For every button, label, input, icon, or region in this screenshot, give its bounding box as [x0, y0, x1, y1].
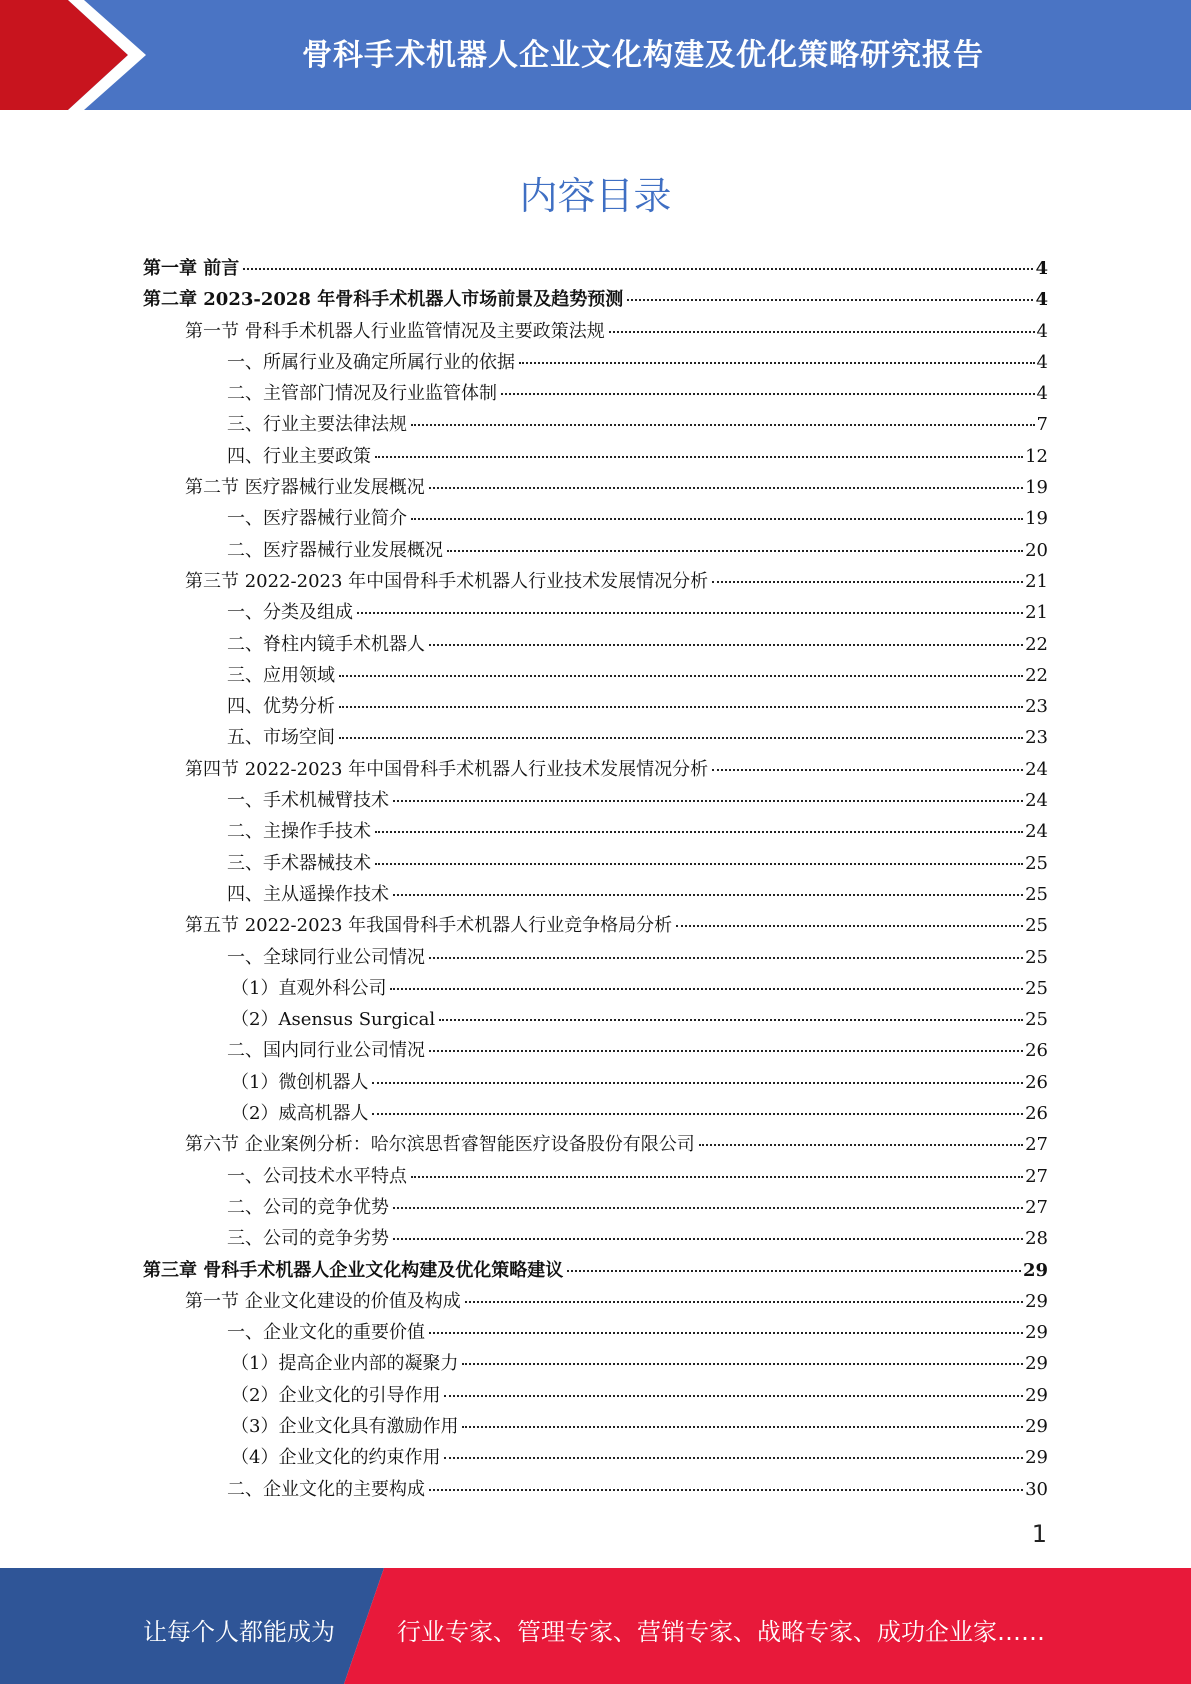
toc-dot-leader — [699, 1144, 1023, 1146]
toc-dot-leader — [462, 1426, 1023, 1428]
toc-entry-label: 第三节 2022-2023 年中国骨科手术机器人行业技术发展情况分析 — [185, 570, 709, 592]
toc-dot-leader — [676, 925, 1023, 927]
toc-entry[interactable] — [143, 567, 1048, 598]
toc-entry-label: 一、全球同行业公司情况 — [227, 946, 425, 968]
footer-band — [0, 1568, 1191, 1684]
document-header-title: 骨科手术机器人企业文化构建及优化策略研究报告 — [302, 38, 984, 73]
toc-dot-leader — [519, 362, 1035, 364]
toc-dot-leader — [372, 1082, 1023, 1084]
toc-entry-page: 20 — [1025, 539, 1048, 561]
toc-entry-page: 19 — [1025, 508, 1048, 530]
toc-entry[interactable] — [143, 442, 1048, 473]
toc-dot-leader — [447, 550, 1023, 552]
toc-entry[interactable] — [143, 598, 1048, 629]
toc-entry-page: 28 — [1025, 1228, 1048, 1250]
toc-entry-page: 27 — [1025, 1134, 1048, 1156]
toc-entry[interactable] — [143, 755, 1048, 786]
toc-entry-label: 四、优势分析 — [227, 696, 335, 718]
toc-dot-leader — [339, 737, 1023, 739]
toc-dot-leader — [393, 800, 1023, 802]
toc-entry-page: 7 — [1036, 414, 1048, 436]
toc-entry-label: 三、手术器械技术 — [227, 852, 371, 874]
toc-entry[interactable] — [143, 1381, 1048, 1412]
toc-entry-page: 22 — [1025, 664, 1048, 686]
toc-entry[interactable] — [143, 817, 1048, 848]
toc-dot-leader — [243, 268, 1033, 270]
toc-dot-leader — [375, 831, 1023, 833]
toc-entry-label: 一、分类及组成 — [227, 602, 353, 624]
toc-entry-label: 五、市场空间 — [227, 727, 335, 749]
toc-entry-page: 25 — [1025, 915, 1048, 937]
toc-entry[interactable] — [143, 1412, 1048, 1443]
toc-dot-leader — [567, 1270, 1021, 1272]
toc-entry-page: 24 — [1025, 821, 1048, 843]
toc-entry-label: 二、国内同行业公司情况 — [227, 1040, 425, 1062]
toc-entry-page: 22 — [1025, 633, 1048, 655]
toc-entry-page: 27 — [1025, 1196, 1048, 1218]
toc-entry[interactable] — [143, 723, 1048, 754]
toc-entry-page: 23 — [1025, 696, 1048, 718]
toc-entry-label: 第四节 2022-2023 年中国骨科手术机器人行业技术发展情况分析 — [185, 758, 709, 780]
toc-entry-label: 一、公司技术水平特点 — [227, 1165, 407, 1187]
toc-entry[interactable] — [143, 536, 1048, 567]
toc-dot-leader — [393, 1207, 1023, 1209]
toc-entry[interactable] — [143, 1130, 1048, 1161]
toc-entry-label: （4）企业文化的约束作用 — [231, 1447, 441, 1469]
toc-entry-label: 第三章 骨科手术机器人企业文化构建及优化策略建议 — [143, 1259, 564, 1281]
toc-entry[interactable] — [143, 943, 1048, 974]
toc-entry[interactable] — [143, 1005, 1048, 1036]
toc-entry-label: 一、企业文化的重要价值 — [227, 1322, 425, 1344]
toc-entry[interactable] — [143, 504, 1048, 535]
toc-dot-leader — [339, 706, 1023, 708]
toc-entry-page: 29 — [1022, 1259, 1048, 1281]
toc-dot-leader — [357, 612, 1023, 614]
toc-entry-page: 25 — [1025, 946, 1048, 968]
toc-entry[interactable] — [143, 1193, 1048, 1224]
toc-dot-leader — [501, 393, 1035, 395]
toc-entry-label: （2）Asensus Surgical — [231, 1009, 436, 1031]
toc-entry-page: 4 — [1035, 258, 1048, 279]
toc-entry[interactable] — [143, 1318, 1048, 1349]
toc-entry-page: 26 — [1025, 1103, 1048, 1125]
toc-dot-leader — [429, 957, 1023, 959]
toc-dot-leader — [375, 456, 1023, 458]
toc-dot-leader — [411, 518, 1023, 520]
toc-dot-leader — [429, 487, 1023, 489]
toc-entry-label: 第一节 企业文化建设的价值及构成 — [185, 1290, 461, 1312]
toc-entry-label: 二、公司的竞争优势 — [227, 1196, 389, 1218]
toc-dot-leader — [390, 988, 1023, 990]
toc-entry-page: 4 — [1036, 320, 1048, 342]
toc-entry-page: 29 — [1025, 1322, 1048, 1344]
toc-entry-label: （3）企业文化具有激励作用 — [231, 1415, 459, 1437]
toc-entry-page: 29 — [1025, 1415, 1048, 1437]
toc-entry-page: 30 — [1025, 1478, 1048, 1500]
toc-entry[interactable] — [143, 1443, 1048, 1474]
toc-entry-label: 第一章 前言 — [143, 258, 240, 279]
toc-dot-leader — [339, 675, 1023, 677]
footer-slogan-left: 让每个人都能成为 — [143, 1618, 335, 1646]
toc-entry-page: 21 — [1025, 602, 1048, 624]
toc-dot-leader — [393, 1238, 1023, 1240]
toc-entry-page: 21 — [1025, 570, 1048, 592]
toc-entry[interactable] — [143, 974, 1048, 1005]
toc-entry-page: 25 — [1025, 1009, 1048, 1031]
toc-entry-page: 27 — [1025, 1165, 1048, 1187]
header-band — [0, 0, 1191, 110]
toc-entry-page: 4 — [1035, 289, 1048, 311]
toc-entry-page: 24 — [1025, 758, 1048, 780]
toc-entry[interactable] — [143, 1162, 1048, 1193]
table-of-contents — [143, 254, 1048, 1506]
toc-entry-label: 第五节 2022-2023 年我国骨科手术机器人行业竞争格局分析 — [185, 915, 673, 937]
toc-entry-page: 25 — [1025, 977, 1048, 999]
toc-dot-leader — [375, 863, 1023, 865]
toc-dot-leader — [465, 1301, 1023, 1303]
toc-entry[interactable] — [143, 254, 1048, 285]
toc-entry-page: 25 — [1025, 883, 1048, 905]
toc-dot-leader — [429, 1489, 1023, 1491]
toc-dot-leader — [712, 581, 1023, 583]
toc-entry-label: 二、主操作手技术 — [227, 821, 371, 843]
toc-dot-leader — [393, 894, 1023, 896]
toc-entry-page: 29 — [1025, 1447, 1048, 1469]
toc-entry[interactable] — [143, 880, 1048, 911]
toc-entry[interactable] — [143, 849, 1048, 880]
toc-entry-label: 二、企业文化的主要构成 — [227, 1478, 425, 1500]
toc-entry[interactable] — [143, 1068, 1048, 1099]
toc-entry-label: 第六节 企业案例分析：哈尔滨思哲睿智能医疗设备股份有限公司 — [185, 1134, 695, 1156]
toc-entry-label: 第二节 医疗器械行业发展概况 — [185, 477, 425, 499]
toc-entry-label: 三、公司的竞争劣势 — [227, 1228, 389, 1250]
toc-entry[interactable] — [143, 410, 1048, 441]
toc-dot-leader — [627, 299, 1033, 301]
toc-dot-leader — [439, 1019, 1023, 1021]
toc-entry-page: 29 — [1025, 1290, 1048, 1312]
toc-entry-page: 29 — [1025, 1384, 1048, 1406]
toc-dot-leader — [462, 1363, 1023, 1365]
toc-dot-leader — [372, 1113, 1023, 1115]
toc-dot-leader — [609, 331, 1035, 333]
toc-entry-label: 一、医疗器械行业简介 — [227, 508, 407, 530]
toc-entry-label: （2）威高机器人 — [231, 1103, 369, 1125]
toc-entry-page: 4 — [1036, 383, 1048, 405]
toc-dot-leader — [411, 424, 1035, 426]
toc-entry[interactable] — [143, 911, 1048, 942]
toc-dot-leader — [429, 1050, 1023, 1052]
toc-entry[interactable] — [143, 1475, 1048, 1506]
toc-entry[interactable] — [143, 1036, 1048, 1067]
toc-entry[interactable] — [143, 1099, 1048, 1130]
toc-entry-page: 26 — [1025, 1040, 1048, 1062]
toc-dot-leader — [429, 1332, 1023, 1334]
toc-entry[interactable] — [143, 661, 1048, 692]
toc-entry-label: （1）提高企业内部的凝聚力 — [231, 1353, 459, 1375]
page-number: 1 — [1031, 1520, 1047, 1548]
toc-entry-label: 第二章 2023-2028 年骨科手术机器人市场前景及趋势预测 — [143, 289, 624, 311]
toc-entry-label: （2）企业文化的引导作用 — [231, 1384, 441, 1406]
toc-entry-label: 三、应用领域 — [227, 664, 335, 686]
toc-dot-leader — [444, 1457, 1023, 1459]
toc-entry[interactable] — [143, 1349, 1048, 1380]
toc-entry-label: 二、主管部门情况及行业监管体制 — [227, 383, 497, 405]
toc-dot-leader — [444, 1395, 1023, 1397]
toc-entry-page: 26 — [1025, 1071, 1048, 1093]
toc-dot-leader — [712, 769, 1023, 771]
toc-entry[interactable] — [143, 1224, 1048, 1255]
toc-entry-page: 24 — [1025, 790, 1048, 812]
toc-entry-label: 一、手术机械臂技术 — [227, 790, 389, 812]
toc-entry[interactable] — [143, 473, 1048, 504]
toc-entry[interactable] — [143, 379, 1048, 410]
toc-entry[interactable] — [143, 786, 1048, 817]
toc-dot-leader — [411, 1176, 1023, 1178]
toc-title: 内容目录 — [519, 174, 672, 218]
toc-entry-label: 二、医疗器械行业发展概况 — [227, 539, 443, 561]
toc-entry-page: 12 — [1025, 445, 1048, 467]
toc-entry-label: 三、行业主要法律法规 — [227, 414, 407, 436]
toc-entry-label: 四、行业主要政策 — [227, 445, 371, 467]
toc-entry[interactable] — [143, 285, 1048, 316]
toc-entry-page: 29 — [1025, 1353, 1048, 1375]
toc-entry[interactable] — [143, 317, 1048, 348]
footer-slogan-right: 行业专家、管理专家、营销专家、战略专家、成功企业家…… — [397, 1618, 1045, 1646]
toc-entry[interactable] — [143, 630, 1048, 661]
toc-entry-label: （1）微创机器人 — [231, 1071, 369, 1093]
toc-entry-label: 一、所属行业及确定所属行业的依据 — [227, 351, 515, 373]
toc-entry-page: 23 — [1025, 727, 1048, 749]
toc-entry-label: （1）直观外科公司 — [231, 977, 387, 999]
toc-entry[interactable] — [143, 692, 1048, 723]
toc-entry-page: 4 — [1036, 351, 1048, 373]
toc-dot-leader — [429, 644, 1023, 646]
toc-entry[interactable] — [143, 348, 1048, 379]
toc-entry-page: 19 — [1025, 477, 1048, 499]
toc-entry-label: 二、脊柱内镜手术机器人 — [227, 633, 425, 655]
toc-entry-page: 25 — [1025, 852, 1048, 874]
toc-entry-label: 四、主从遥操作技术 — [227, 883, 389, 905]
toc-entry-label: 第一节 骨科手术机器人行业监管情况及主要政策法规 — [185, 320, 605, 342]
toc-entry[interactable] — [143, 1287, 1048, 1318]
toc-entry[interactable] — [143, 1256, 1048, 1287]
